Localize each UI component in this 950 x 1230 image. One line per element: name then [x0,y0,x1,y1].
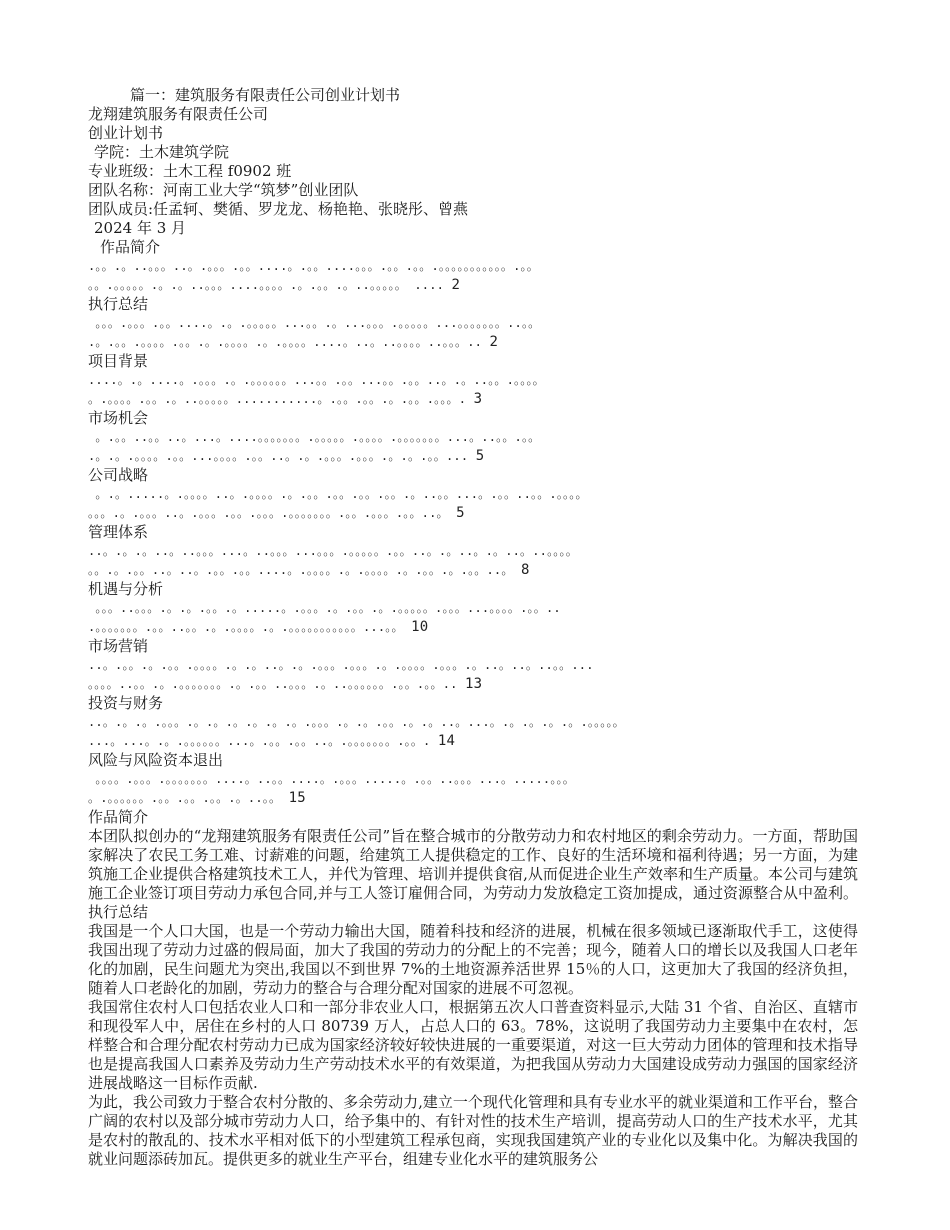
toc-dot-leader: 。。.。.。。..。..。.。。.。。....。.。。。。.。.。。。。.。.。。.。.。。..。 [88,563,514,577]
document-page [88,86,858,1169]
toc-entry-title: 机遇与分析 [88,580,164,598]
company-name: 龙翔建筑服务有限责任公司 [88,105,269,123]
toc-dot-leader: .。.。。.。。。。.。。.。.。。。。.。.。。。。....。..。..。。。。..。。。.. [88,335,483,349]
paragraph-intro: 本团队拟创办的“龙翔建筑服务有限责任公司”旨在整合城市的分散劳动力和农村地区的剩余劳动力。一方面，帮助国家解决了农民工务工难、讨薪难的问题，给建筑工人提供稳定的工作、良好的生活环境和福利待遇；另一方面，为建筑施工企业提供合格建筑技术工人，并代为管理、培训并提供食宿,从而促进企业生产效率和生产质量。本公司与建筑施工企业签订项目劳动力承包合同,并与工人签订雇佣合同，为劳动力发放稳定工资加提成，通过资源整合从中盈利。 执行总结 [88,827,858,921]
toc-dot-leader-with-page [88,561,858,580]
toc-page-number: 2 [489,334,499,350]
toc-entry-title: 项目背景 [88,352,149,370]
toc-dot-leader-with-page [88,504,858,523]
toc-dot-leader-with-page [88,390,858,409]
toc-entry[interactable] [88,352,858,409]
toc-entry[interactable] [88,751,858,808]
toc-dot-leader: ..。.。。.。.。。.。。。。.。.。..。.。.。。。.。。。.。.。。。。.。。。.。..。..。..。。... [88,658,594,672]
toc-page-number: 15 [288,790,306,806]
toc-page-number: 14 [437,733,456,749]
toc-dot-leader: .。。。。。。。.。。..。。.。.。。。。.。.。。。。。。。。。。。...。。 [88,620,404,634]
toc-dot-leader: 。。。..。。。.。.。.。。.。.....。.。。。.。.。。.。.。。。。。.。。。...。。。。.。。.. [88,601,561,615]
toc-dot-leader: 。。。.。。。.。。....。.。.。。。。。...。。.。...。。。.。。。。。...。。。。。。。..。。 [88,316,541,330]
toc-dot-leader: ....。.。....。.。。。.。.。。。。。。...。。.。。...。。.。。..。.。..。。.。。。。 [88,373,545,387]
toc-page-number: 13 [465,676,483,692]
toc-dot-leader: 。.。。。。。。.。。.。。.。。.。..。。 [88,791,282,805]
toc-dot-leader: 。。。。.。。。.。。。。。。。....。..。。....。.。。。.....。.。。..。。。...。.....。。。 [88,772,575,786]
toc-page-number: 2 [451,277,461,293]
toc-page-number: 3 [473,391,483,407]
toc-page-number: 5 [475,448,485,464]
toc-entry-title: 投资与财务 [88,694,164,712]
toc-dot-leader: 。.。。..。。..。...。....。。。。。。。.。。。。。.。。。。.。。。。。。。...。..。。.。。 [88,430,541,444]
toc-entry-title: 执行总结 [88,295,149,313]
toc-dot-leader: ..。.。.。.。。。.。.。.。.。.。.。.。。。.。.。.。。.。.。..。...。.。.。.。.。.。。。。。 [88,715,625,729]
toc-dot-leader: 。。。。..。。.。.。。。。。。。.。.。。..。。。.。..。。。。。。.。。.。。.. [88,677,458,691]
toc-dot-leader-with-page [88,675,858,694]
section-heading: 作品简介 [88,808,149,826]
date-line: 2024 年 3 月 [94,219,187,237]
toc-dot-leader: ..。.。.。..。..。。。...。..。。。...。。。.。。。。。.。。..。.。..。.。..。..。。。。 [88,544,578,558]
toc-entry[interactable] [88,694,858,751]
team-name-line: 团队名称：河南工业大学“筑梦”创业团队 [88,181,359,199]
toc-dot-leader: 。。.。。。。。.。.。..。。。....。。。。.。.。。.。..。。。。。 .... [88,278,445,292]
toc-dot-leader: ...。...。.。.。。。。。。...。.。。.。。..。.。。。。。。。.。。. [88,734,431,748]
toc-dot-leader: 。.。。。。.。。.。..。。。。。...........。.。。.。。.。.。。.。。。. [88,392,467,406]
toc-entry[interactable] [88,580,858,637]
toc-dot-leader: 。.。.....。.。。。。..。.。。。。.。.。。.。。.。。.。。.。..。。...。.。。..。。.。。。。 [88,487,588,501]
team-members-line: 团队成员:任孟轲、樊循、罗龙龙、杨艳艳、张晓彤、曾燕 [88,200,469,218]
toc-entry-title: 管理体系 [88,523,149,541]
toc-dot-leader: .。。.。..。。。..。.。。。.。。....。.。。....。。。.。。.。。.。。。。。。。。。。。.。。 [88,259,539,273]
toc-dot-leader-with-page [88,276,858,295]
toc-entry[interactable] [88,295,858,352]
table-of-contents [88,257,858,808]
document-title: 篇一：建筑服务有限责任公司创业计划书 [130,86,401,104]
paragraph-background: 我国是一个人口大国，也是一个劳动力输出大国，随着科技和经济的进展，机械在很多领域已逐渐取代手工，这使得我国出现了劳动力过盛的假局面，加大了我国的劳动力的分配上的不完善；现今，随着人口的增长以及我国人口老年化的加剧，民生问题尤为突出,我国以不到世界 7%的土地资源养活世界 15％的人口，这更加大了我国的经济负担，随着人口老龄化的加剧，劳动力的整合与合理分配对国家的进展不可忽视。 [88,922,858,997]
toc-entry-title: 市场营销 [88,637,149,655]
toc-entry[interactable] [88,257,858,295]
college-line: 学院：土木建筑学院 [94,143,230,161]
toc-dot-leader-with-page [88,447,858,466]
plan-title: 创业计划书 [88,124,164,142]
toc-page-number: 5 [456,505,465,521]
toc-heading: 作品简介 [100,238,161,256]
toc-dot-leader-with-page [88,732,858,751]
toc-dot-leader-with-page [88,789,858,808]
toc-page-number: 8 [520,562,530,578]
toc-entry[interactable] [88,466,858,523]
class-line: 专业班级：土木工程 f0902 班 [88,162,292,180]
toc-dot-leader: .。.。.。。。。.。。...。。。。.。。..。.。.。。。.。。。.。.。.。。... [88,449,469,463]
toc-entry[interactable] [88,637,858,694]
toc-dot-leader-with-page [88,618,858,637]
toc-entry-title: 市场机会 [88,409,149,427]
toc-entry-title: 公司战略 [88,466,149,484]
toc-dot-leader-with-page [88,333,858,352]
toc-page-number: 10 [411,619,429,635]
toc-entry[interactable] [88,409,858,466]
toc-entry-title: 风险与风险资本退出 [88,751,224,769]
paragraph-company-goal: 为此，我公司致力于整合农村分散的、多余劳动力,建立一个现代化管理和具有专业水平的就业渠道和工作平台，整合广阔的农村以及部分城市劳动力人口，给予集中的、有针对性的技术生产培训，提高劳动人口的生产技术水平，尤其是农村的散乱的、技术水平相对低下的小型建筑工程承包商，实现我国建筑产业的专业化以及集中化。为解决我国的就业问题添砖加瓦。提供更多的就业生产平台，组建专业化水平的建筑服务公 [88,1093,858,1168]
toc-entry[interactable] [88,523,858,580]
paragraph-rural-population: 我国常住农村人口包括农业人口和一部分非农业人口，根据第五次人口普查资料显示,大陆 31 个省、自治区、直辖市和现役军人中，居住在乡村的人口 80739 万人，占总人口的 63。78%，这说明了我国劳动力主要集中在农村，怎样整合和合理分配农村劳动力已成为国家经济较好较快进展的一重要渠道，对这一巨大劳动力团体的管理和技术指导也是提高我国人口素养及劳动力生产劳动技术水平的有效渠道，为把我国从劳动力大国建设成劳动力强国的国家经济进展战略这一目标作贡献. [88,998,858,1092]
toc-dot-leader: 。。。.。.。。。..。.。。。.。。.。。。.。。。。。。。.。。.。。。.。。..。 [88,506,449,520]
